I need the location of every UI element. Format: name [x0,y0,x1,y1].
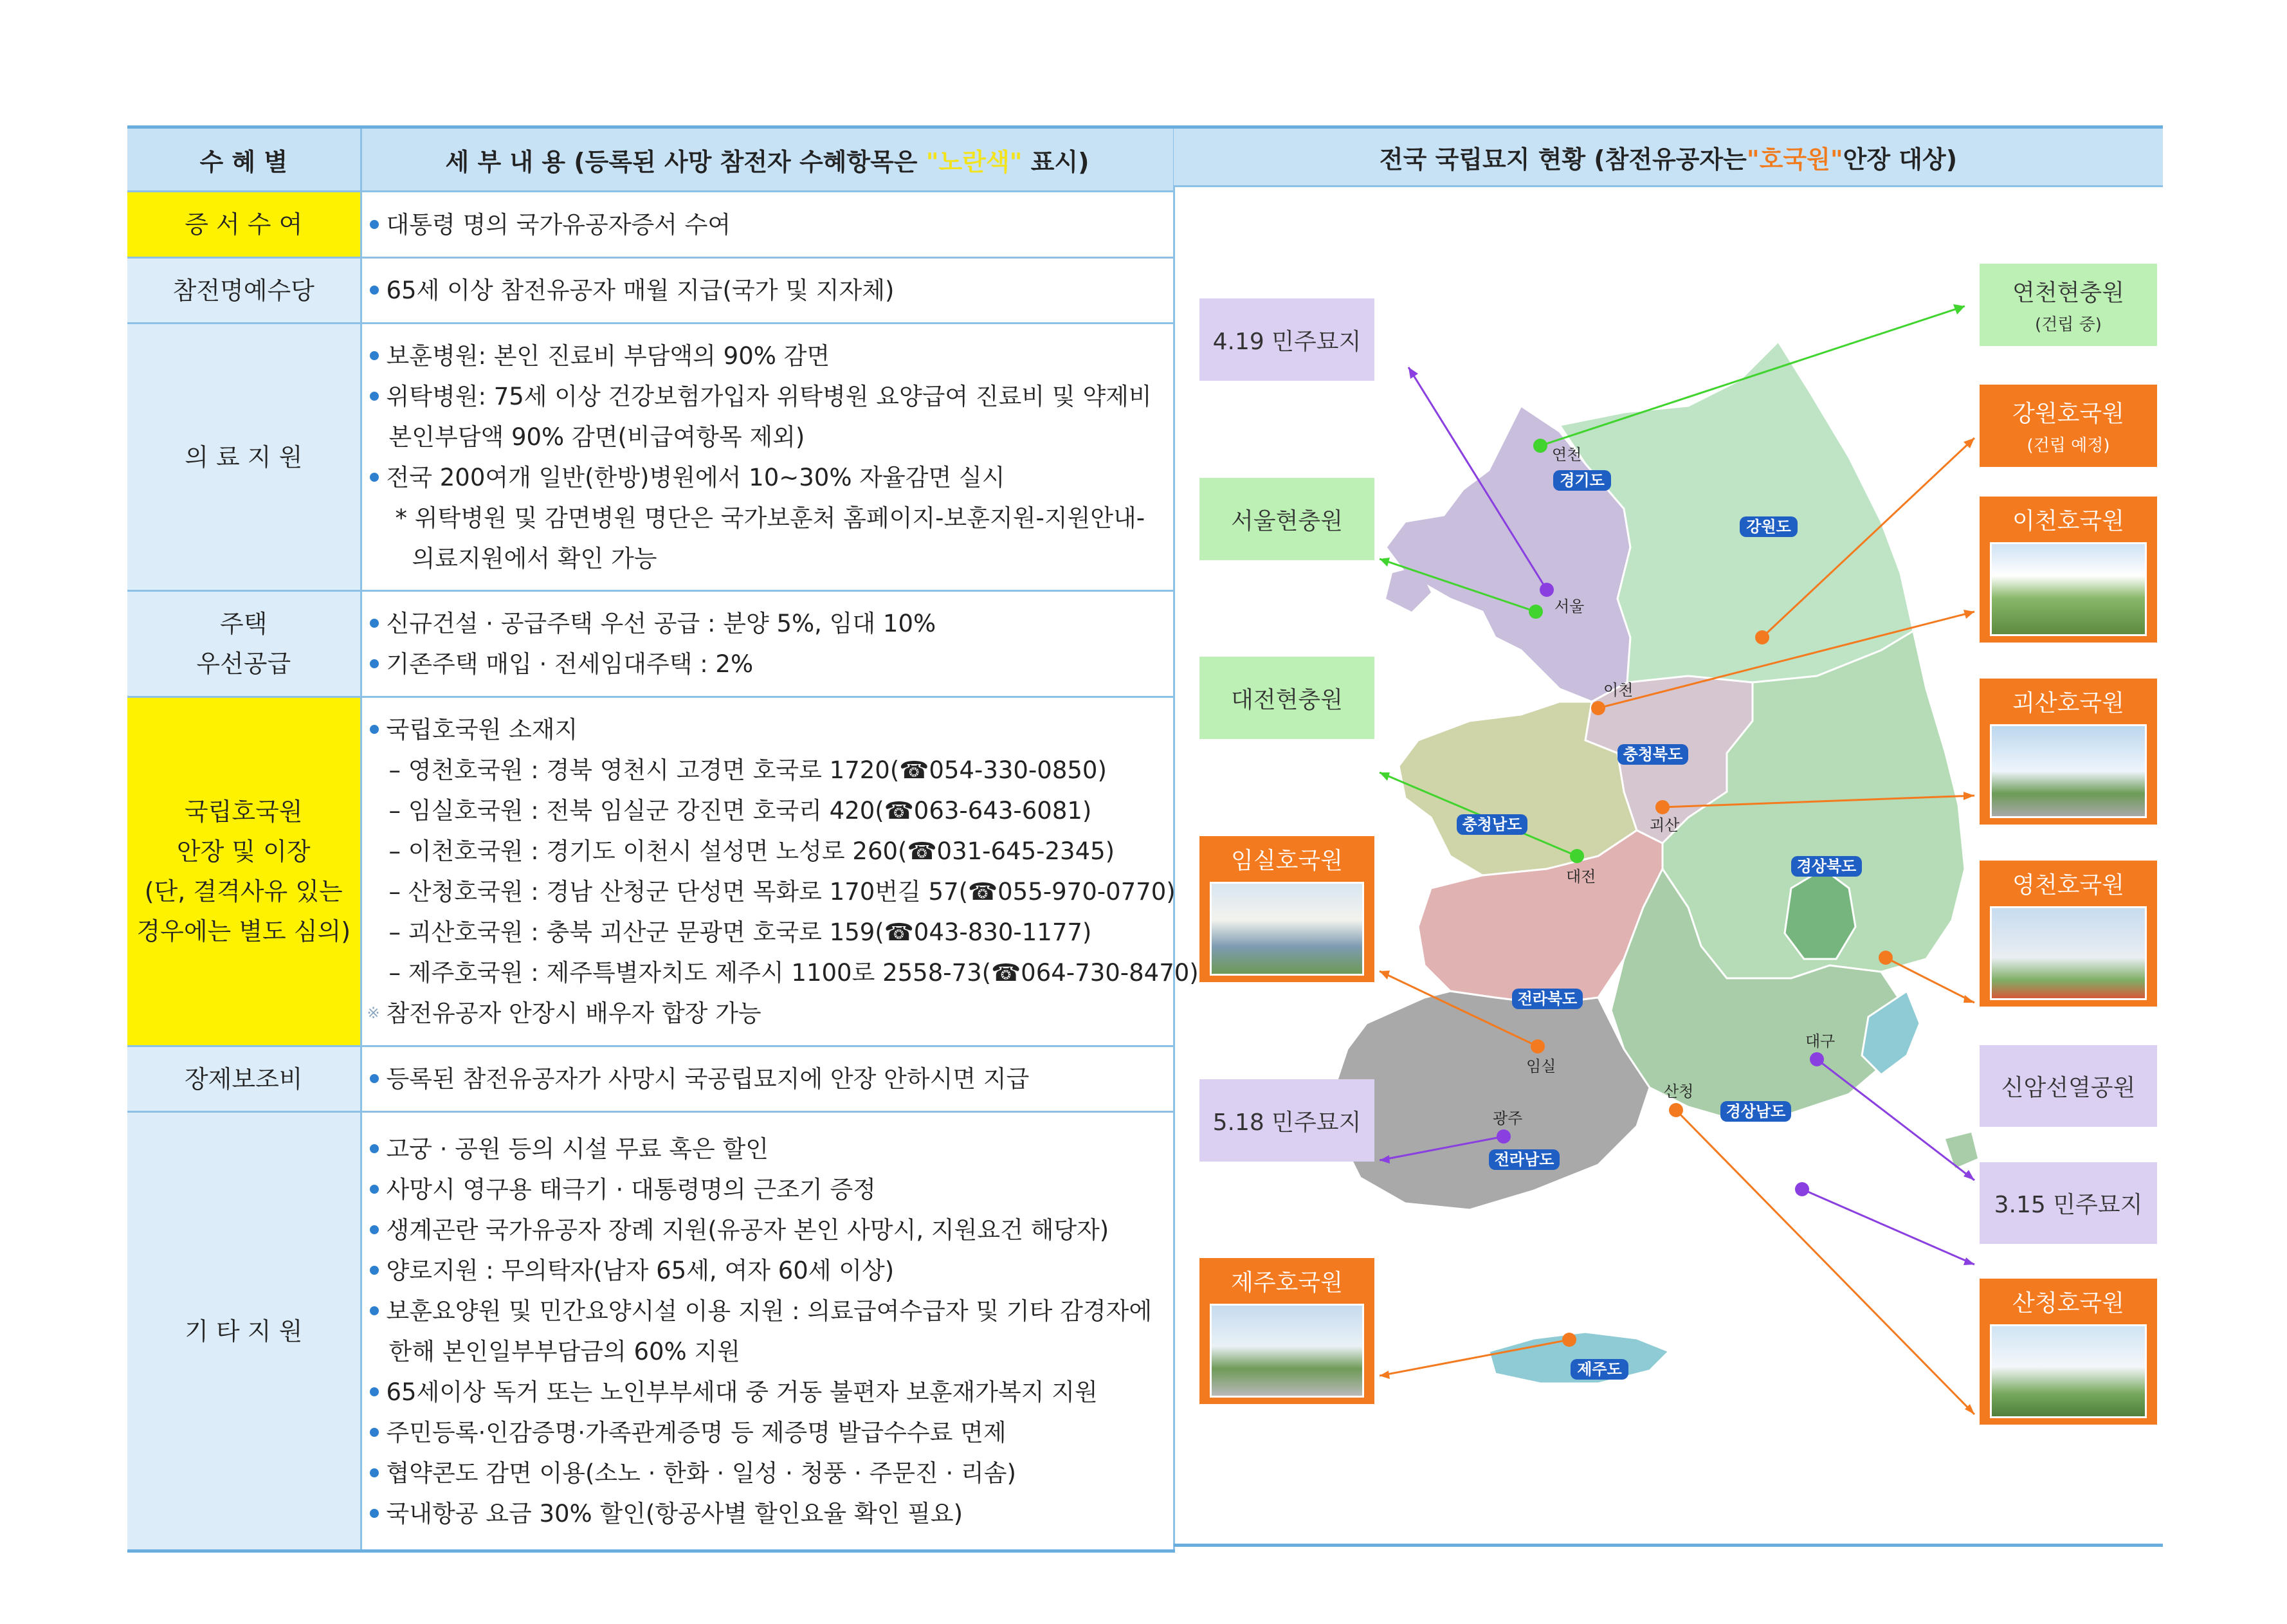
detail-cemetery [361,697,1199,1046]
sancheong-photo [1990,1324,2146,1418]
box-sinam: 신암선열공원 [1980,1045,2157,1127]
city-daejeon: 대전 [1566,868,1596,886]
detail-funeral [361,1046,1174,1112]
region-label-chungbuk: 충청북도 [1623,745,1683,763]
box-gangwon: 강원호국원 (건립 예정) [1980,385,2157,467]
category-certificate: 증 서 수 여 [127,192,361,258]
box-518: 5.18 민주묘지 [1199,1079,1374,1162]
table-header-row [127,127,1174,192]
region-label-gyeongnam: 경상남도 [1726,1102,1786,1120]
dot-goesan [1655,800,1670,814]
arrowhead [1964,610,1974,619]
benefits-table [127,125,1199,1553]
dot-seoul [1529,605,1543,619]
list-item: 신규건설 · 공급주택 우선 공급 : 분양 5%, 임대 10% [370,603,1173,644]
yeongcheon-photo [1990,906,2146,1000]
line-sinam [1817,1059,1974,1180]
bottom-rule [1174,1544,2163,1547]
list-item: * 위탁병원 및 감면병원 명단은 국가보훈처 홈페이지-보훈지원-지원안내- [395,504,1145,532]
map-header: 전국 국립묘지 현황 (참전유공자는 "호국원" 안장 대상) [1174,125,2163,187]
region-label-jeju: 제주도 [1577,1360,1622,1378]
list-item: 양로지원 : 무의탁자(남자 65세, 여자 60세 이상) [370,1250,1173,1291]
list-item: 대통령 명의 국가유공자증서 수여 [370,205,1173,245]
list-item: 국립호국원 소재지 [370,709,1173,750]
city-yeoncheon: 연천 [1552,446,1582,464]
table-row [127,1046,1174,1112]
list-item: 국내항공 요금 30% 할인(항공사별 할인요율 확인 필요) [370,1493,1173,1534]
list-item: ※ 참전유공자 안장시 배우자 합장 가능 [370,993,1173,1034]
category-cemetery: 국립호국원 안장 및 이장 (단, 결격사유 있는 경우에는 별도 심의) [127,697,361,1046]
arrowhead [1964,1170,1974,1180]
list-item: 65세 이상 참전유공자 매월 지급(국가 및 지자체) [370,270,1173,311]
list-item: 한해 본인일부부담금의 60% 지원 [388,1337,740,1365]
list-item: – 괴산호국원 : 충북 괴산군 문광면 호국로 159(☎043-830-1177) [388,918,1092,946]
box-sancheong: 산청호국원 [1980,1279,2157,1425]
region-label-jeonbuk: 전라북도 [1517,990,1578,1008]
arrowhead [1380,772,1390,781]
page-sheet [127,125,2163,1547]
dot-daejeon [1570,849,1584,863]
box-imsil: 임실호국원 [1199,836,1374,982]
list-item: 보훈병원: 본인 진료비 부담액의 90% 감면 [370,336,1173,376]
table-row [127,324,1174,591]
dot-daegu [1810,1052,1824,1066]
dot-gangwon [1755,630,1769,644]
dot-gwangju [1497,1129,1511,1144]
box-315: 3.15 민주묘지 [1980,1162,2157,1244]
city-gwangju: 광주 [1493,1109,1523,1127]
city-goesan: 괴산 [1650,816,1680,834]
detail-certificate [361,192,1174,258]
box-icheon: 이천호국원 [1980,497,2157,643]
box-yeoncheon: 연천현충원 (건립 중) [1980,264,2157,346]
box-daejeon: 대전현충원 [1199,657,1374,739]
table-row [127,192,1174,258]
city-seoul: 서울 [1554,598,1585,616]
header-detail: 세 부 내 용 (등록된 사망 참전자 수혜항목은 "노란색" 표시) [361,127,1174,192]
dot-419 [1540,583,1554,597]
table-row [127,1112,1174,1551]
dot-315 [1795,1182,1809,1196]
list-item: 주민등록·인감증명·가족관계증명 등 제증명 발급수수료 면제 [370,1412,1173,1453]
category-funeral: 장제보조비 [127,1046,361,1112]
list-item: 등록된 참전유공자가 사망시 국공립묘지에 안장 안하시면 지급 [370,1059,1173,1099]
list-item: 전국 200여개 일반(한방)병원에서 10~30% 자율감면 실시 [370,457,1173,498]
city-imsil: 임실 [1526,1057,1556,1075]
jeju-photo [1210,1304,1364,1398]
list-item: – 이천호국원 : 경기도 이천시 설성면 노성로 260(☎031-645-2345) [388,837,1115,865]
city-sancheong: 산청 [1664,1082,1694,1100]
region-label-chungnam: 충청남도 [1462,816,1522,834]
list-item: 사망시 영구용 태극기 · 대통령명의 근조기 증정 [370,1169,1173,1210]
category-housing: 주택 우선공급 [127,591,361,697]
line-315 [1802,1189,1974,1264]
list-item: 본인부담액 90% 감면(비급여항목 제외) [388,423,805,451]
city-icheon: 이천 [1603,681,1634,699]
detail-housing [361,591,1174,697]
line-sancheong [1676,1110,1974,1414]
arrowhead [1380,971,1390,980]
arrowhead [1964,792,1974,800]
list-item: 65세이상 독거 또는 노인부부세대 중 거동 불편자 보훈재가복지 지원 [370,1372,1173,1412]
category-medical: 의 료 지 원 [127,324,361,591]
arrowhead [1964,1257,1974,1265]
list-item: 협약콘도 감면 이용(소노 · 한화 · 일성 · 청풍 · 주문진 · 리솜) [370,1453,1173,1493]
detail-medical [361,324,1174,591]
arrowhead [1408,367,1418,379]
dot-jeju [1562,1333,1576,1347]
list-item: 의료지원에서 확인 가능 [412,544,657,572]
region-label-gyeonggi: 경기도 [1560,471,1605,489]
list-item: – 산청호국원 : 경남 산청군 단성면 목화로 170번길 57(☎055-970-0770) [388,878,1176,906]
header-category: 수 혜 별 [127,127,361,192]
detail-other [361,1112,1174,1551]
goesan-photo [1990,724,2146,818]
region-label-gyeongbuk: 경상북도 [1796,857,1857,875]
list-item: – 영천호국원 : 경북 영천시 고경면 호국로 1720(☎054-330-0850) [388,756,1107,784]
table-row [127,591,1174,697]
dot-icheon [1591,701,1605,715]
table-row [127,258,1174,324]
imsil-photo [1210,882,1364,976]
list-item: 생계곤란 국가유공자 장례 지원(유공자 본인 사망시, 지원요건 해당자) [370,1210,1173,1250]
detail-allowance [361,258,1174,324]
region-label-jeonnam: 전라남도 [1494,1151,1554,1169]
box-yeongcheon: 영천호국원 [1980,861,2157,1007]
icheon-photo [1990,542,2146,636]
category-allowance: 참전명예수당 [127,258,361,324]
dot-imsil [1531,1039,1545,1054]
list-item: – 임실호국원 : 전북 임실군 강진면 호국리 420(☎063-643-6081) [388,797,1092,825]
box-jeju: 제주호국원 [1199,1258,1374,1404]
list-item: – 제주호국원 : 제주특별자치도 제주시 1100로 2558-73(☎064-730-8470) [388,959,1199,987]
list-item: 위탁병원: 75세 이상 건강보험가입자 위탁병원 요양급여 진료비 및 약제비 [370,376,1173,417]
list-item: 기존주택 매입 · 전세임대주택 : 2% [370,644,1173,684]
category-other: 기 타 지 원 [127,1112,361,1551]
box-419: 4.19 민주묘지 [1199,298,1374,381]
box-goesan: 괴산호국원 [1980,679,2157,825]
table-row [127,697,1174,1046]
list-item: 보훈요양원 및 민간요양시설 이용 지원 : 의료급여수급자 및 기타 감경자에 [370,1291,1173,1331]
dot-yeongcheon [1879,951,1893,965]
cemetery-map-panel [1174,125,2163,1547]
arrowhead [1380,558,1390,567]
dot-yeoncheon [1533,439,1547,453]
region-label-gangwon: 강원도 [1746,518,1791,536]
city-daegu: 대구 [1805,1032,1836,1050]
box-seoul: 서울현충원 [1199,478,1374,560]
arrowhead [1964,995,1974,1003]
dot-sancheong [1669,1103,1683,1117]
list-item: 고궁 · 공원 등의 시설 무료 혹은 할인 [370,1129,1173,1169]
